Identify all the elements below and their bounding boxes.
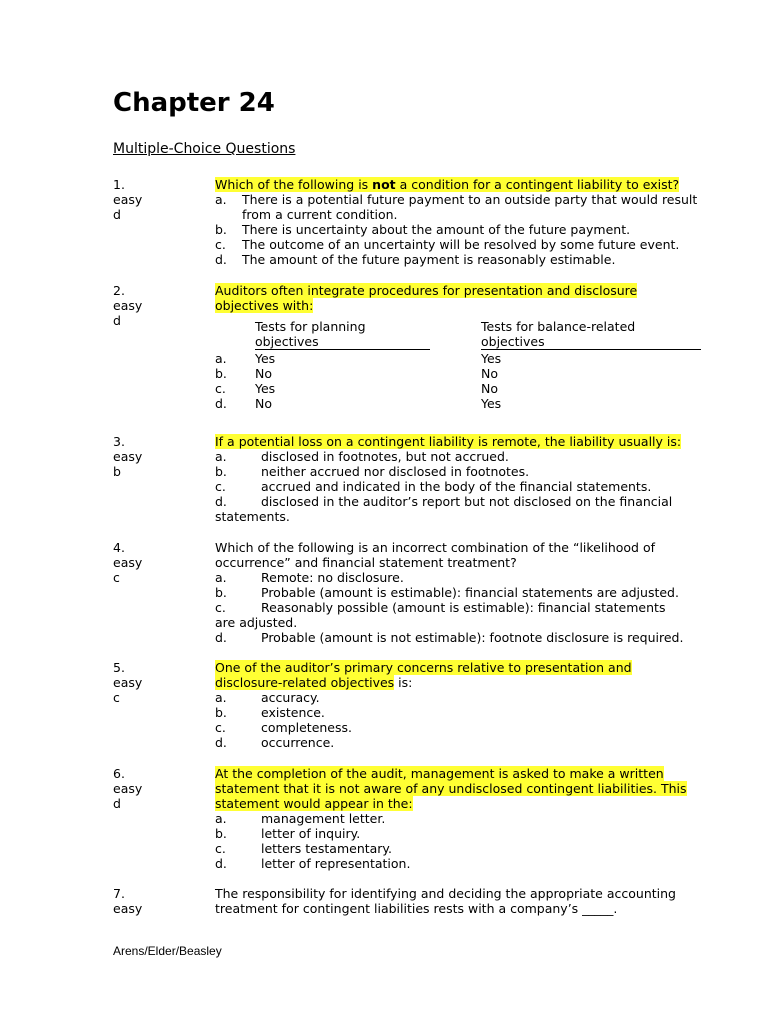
option-d: d. occurrence. <box>215 735 335 750</box>
question-difficulty: easy <box>113 449 143 464</box>
question-meta <box>113 886 203 916</box>
question-answer: d <box>113 796 121 811</box>
table-row: a. Yes Yes <box>215 351 502 366</box>
table-row: c. Yes No <box>215 381 498 396</box>
option-a: a. accuracy. <box>215 690 320 705</box>
question-difficulty: easy <box>113 901 143 916</box>
question-meta <box>113 283 203 328</box>
question-body <box>215 434 715 524</box>
question-answer: c <box>113 570 120 585</box>
question-meta <box>113 434 203 479</box>
table-header-balance: Tests for balance-related objectives <box>481 319 701 350</box>
option-c: c. The outcome of an uncertainty will be resolved by some future event. <box>215 237 680 252</box>
question-stem: The responsibility for identifying and deciding the appropriate accounting treatment for contingent liabilities rests with a company’s _____. <box>215 886 676 916</box>
question-difficulty: easy <box>113 781 143 796</box>
question-number: 3. <box>113 434 125 449</box>
option-c: c. completeness. <box>215 720 352 735</box>
question-stem: At the completion of the audit, management is asked to make a written statement that it is not aware of any undisclosed contingent liabilities. This statement would appear in the: <box>215 766 687 811</box>
question-body <box>215 283 715 411</box>
option-d: d. Probable (amount is not estimable): footnote disclosure is required. <box>215 630 684 645</box>
question-answer: c <box>113 690 120 705</box>
question-meta <box>113 177 203 222</box>
option-c: c. accrued and indicated in the body of the financial statements. <box>215 479 652 494</box>
question-difficulty: easy <box>113 675 143 690</box>
question-number: 7. <box>113 886 125 901</box>
option-c: c. letters testamentary. <box>215 841 393 856</box>
page-footer: Arens/Elder/Beasley <box>113 944 222 958</box>
question-number: 2. <box>113 283 125 298</box>
option-b: b. existence. <box>215 705 325 720</box>
question-stem: One of the auditor’s primary concerns relative to presentation and disclosure-related objectives is: <box>215 660 632 690</box>
question-body <box>215 886 685 916</box>
table-row: b. No No <box>215 366 498 381</box>
question-number: 5. <box>113 660 125 675</box>
option-a: a. Remote: no disclosure. <box>215 570 404 585</box>
option-a: a. disclosed in footnotes, but not accrued. <box>215 449 509 464</box>
option-b: b. There is uncertainty about the amount of the future payment. <box>215 222 631 237</box>
question-number: 6. <box>113 766 125 781</box>
option-b: b. neither accrued nor disclosed in footnotes. <box>215 464 530 479</box>
question-difficulty: easy <box>113 192 143 207</box>
answer-table <box>215 319 715 411</box>
option-d: d. disclosed in the auditor’s report but not disclosed on the financial statements. <box>215 494 673 524</box>
table-row: d. No Yes <box>215 396 502 411</box>
option-b: b. Probable (amount is estimable): financial statements are adjusted. <box>215 585 679 600</box>
question-meta <box>113 766 203 811</box>
question-stem: Auditors often integrate procedures for presentation and disclosure objectives with: <box>215 283 638 313</box>
question-body <box>215 177 715 267</box>
question-meta <box>113 540 203 585</box>
option-d: d. letter of representation. <box>215 856 411 871</box>
question-body <box>215 540 685 645</box>
question-body <box>215 766 695 871</box>
option-d: d. The amount of the future payment is reasonably estimable. <box>215 252 616 267</box>
question-answer: d <box>113 313 121 328</box>
option-a: a. There is a potential future payment to an outside party that would result from a current condition. <box>215 192 698 222</box>
question-stem: If a potential loss on a contingent liability is remote, the liability usually is: <box>215 434 682 449</box>
page-title: Chapter 24 <box>113 88 275 118</box>
question-stem: Which of the following is not a condition for a contingent liability to exist? <box>215 177 680 192</box>
question-number: 1. <box>113 177 125 192</box>
question-number: 4. <box>113 540 125 555</box>
question-answer: b <box>113 464 121 479</box>
table-header-planning: Tests for planning objectives <box>255 319 430 350</box>
question-difficulty: easy <box>113 298 143 313</box>
question-difficulty: easy <box>113 555 143 570</box>
option-b: b. letter of inquiry. <box>215 826 361 841</box>
question-answer: d <box>113 207 121 222</box>
question-body <box>215 660 655 750</box>
section-subtitle: Multiple-Choice Questions <box>113 141 296 157</box>
option-c: c. Reasonably possible (amount is estimable): financial statements are adjusted. <box>215 600 666 630</box>
question-stem: Which of the following is an incorrect combination of the “likelihood of occurrence” and financial statement treatment? <box>215 540 655 570</box>
question-meta <box>113 660 203 705</box>
option-a: a. management letter. <box>215 811 386 826</box>
